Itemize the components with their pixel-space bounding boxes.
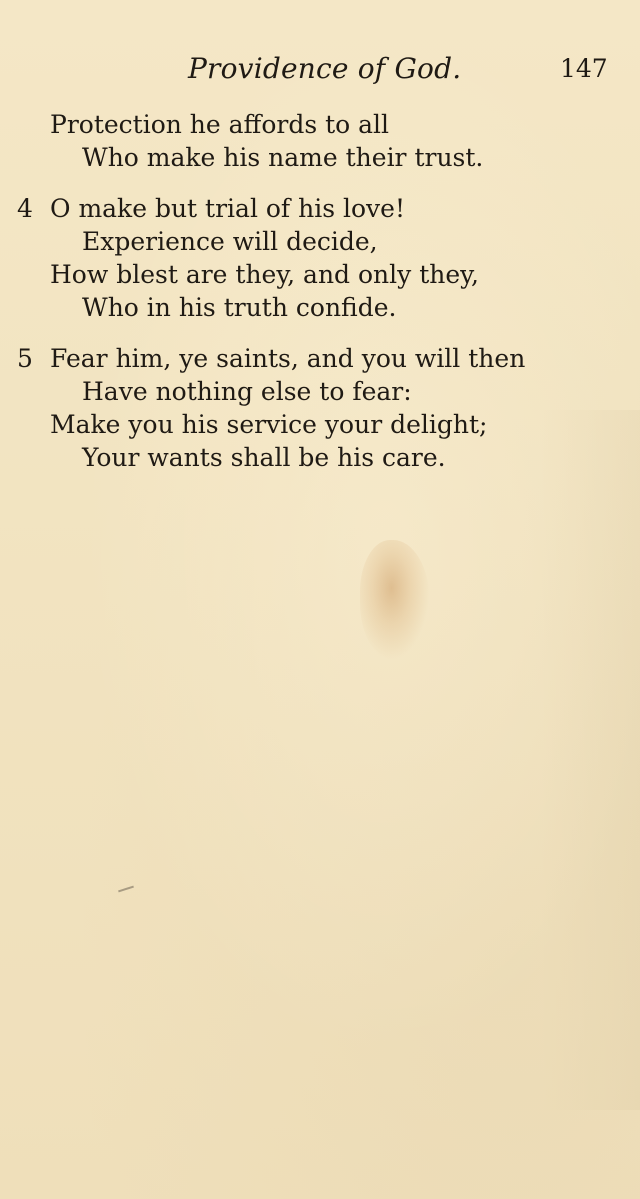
verse-line: Experience will decide, [82, 227, 378, 256]
verse-line: How blest are they, and only they, [50, 260, 479, 289]
paper-stain [360, 540, 430, 660]
verse-line: Make you his service your delight; [50, 410, 488, 439]
verse-line: Protection he affords to all [50, 110, 390, 139]
verse-number: 5 [17, 344, 33, 373]
verse-line: Who in his truth confide. [82, 293, 397, 322]
verse-5 [0, 342, 640, 474]
verse-line: Fear him, ye saints, and you will then [50, 344, 526, 373]
verse-4 [0, 192, 640, 324]
verse-line: Your wants shall be his care. [82, 443, 446, 472]
page-number: 147 [560, 54, 608, 83]
verse-continued [0, 108, 640, 174]
verse-line: Who make his name their trust. [82, 143, 484, 172]
bleed-through-shadow [540, 410, 640, 1110]
verse-line: Have nothing else to fear: [82, 377, 412, 406]
hymn-text [0, 108, 640, 492]
page-header [0, 52, 640, 92]
verse-number: 4 [17, 194, 33, 223]
pencil-mark [118, 886, 134, 893]
running-head: Providence of God. [188, 52, 462, 85]
verse-line: O make but trial of his love! [50, 194, 406, 223]
